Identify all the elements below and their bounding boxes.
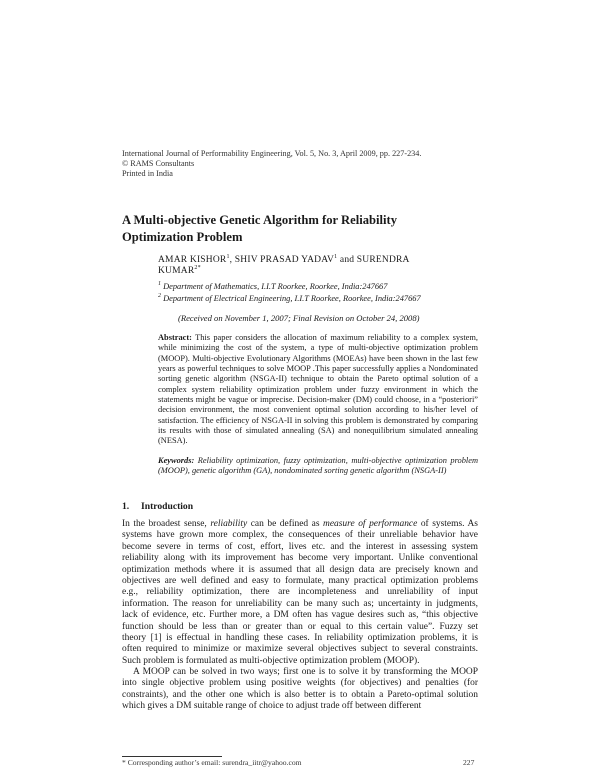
- intro-line-1: [122, 519, 478, 530]
- keywords-label: Keywords:: [158, 456, 195, 465]
- footnote-rule: [122, 756, 222, 757]
- intro-line: function should be less than or greater than or equal to this certain value”. Fuzzy set: [122, 621, 478, 632]
- section-heading: [122, 501, 193, 512]
- intro-p2-line: into single objective problem using positive weights (for objectives) and penalties (for: [122, 678, 478, 689]
- intro-line: theory [1] is effectual in handling these cases. In reliability optimization problems, it is: [122, 633, 478, 644]
- keywords: [158, 456, 478, 477]
- intro-p1-post: of systems. As: [417, 519, 478, 529]
- affiliation-2-number: 2: [158, 293, 161, 300]
- author-separator-2: and SURENDRA: [337, 255, 410, 265]
- intro-line: often required to minimize or maximize several objectives subject to several constraints.: [122, 644, 478, 655]
- affiliation-1-text: Department of Mathematics, I.I.T Roorkee, Roorkee, India:247667: [163, 282, 388, 291]
- intro-line: systems have grown more complex, the consequences of their unreliable behavior have: [122, 530, 478, 541]
- affiliation-2: [158, 293, 421, 305]
- author-sup-1: 1: [226, 253, 230, 260]
- author-line-2: [158, 265, 201, 277]
- paper-title: [122, 212, 397, 246]
- intro-paragraph-2: [122, 667, 478, 713]
- received-dates: (Received on November 1, 2007; Final Revision on October 24, 2008): [178, 313, 420, 323]
- intro-p1-reliability: reliability: [210, 519, 248, 529]
- affiliation-1-number: 1: [158, 281, 161, 288]
- intro-line: become severe in terms of cost, effort, lives etc. and the interest in assessing system: [122, 541, 478, 552]
- abstract-text: This paper considers the allocation of maximum reliability to a complex system, while minimizing the cost of the system, a type of multi-objective optimization problem (MOOP). Multi-objective Evolutionary Algorithms (MOEAs) have been shown in the last few years as powerful techniques to solve MOOP .This paper successfully applies a Nondominated sorting genetic algorithm (NSGA-II) technique to obtain the Pareto optimal solution of a complex system reliability optimization problem under fuzzy environment in which the statements might be vague or imprecise. Decision-maker (DM) could choose, in a “posteriori” decision environment, the most convenient optimal solution according to his/her level of satisfaction. The efficiency of NSGA-II in solving this problem is demonstrated by comparing its results with those of simulated annealing (SA) and nonequilibrium simulated annealing (NESA).: [158, 333, 478, 446]
- title-line-1: A Multi-objective Genetic Algorithm for Reliability: [122, 213, 398, 227]
- journal-citation: International Journal of Performability Engineering, Vol. 5, No. 3, April 2009, pp. 227-234.: [122, 149, 422, 158]
- intro-p2-line: A MOOP can be solved in two ways; first one is to solve it by transforming the MOOP: [133, 667, 478, 677]
- abstract-label: Abstract:: [158, 333, 192, 342]
- intro-p2-line-last: which gives a DM suitable range of choice to adjust trade off between different: [122, 701, 422, 712]
- intro-p1-mid: can be defined as: [247, 519, 324, 529]
- printed-line: Printed in India: [122, 169, 173, 178]
- author-sup-2: 1: [334, 253, 338, 260]
- intro-line: information. The reason for unreliability can be many such as; uncertainty in judgments,: [122, 598, 478, 609]
- section-title: Introduction: [141, 501, 194, 512]
- page-number: 227: [463, 758, 475, 767]
- affiliation-1: [158, 281, 387, 293]
- intro-line: optimization methods where it is assumed that all design data are precisely known and: [122, 564, 478, 575]
- intro-line-last: Such problem is formulated as multi-objective optimization problem (MOOP).: [122, 655, 420, 666]
- intro-p2-line: constraints), and the other one which is also better is to obtain a Pareto-optimal solution: [122, 689, 478, 700]
- author-kishor: AMAR KISHOR: [158, 255, 227, 265]
- keywords-text: Reliability optimization, fuzzy optimization, multi-objective optimization problem (MOOP), genetic algorithm (GA), nondominated sorting genetic algorithm (NSGA-II): [158, 456, 479, 476]
- footnote: * Corresponding author’s email: surendra_iitr@yahoo.com: [122, 758, 302, 767]
- intro-line: objectives are well defined and easy to formulate, many practical optimization problems: [122, 576, 478, 587]
- affiliation-2-text: Department of Electrical Engineering, I.I.T Roorkee, Roorkee, India:247667: [163, 294, 421, 303]
- author-kumar: KUMAR: [158, 266, 195, 276]
- copyright-line: © RAMS Consultants: [122, 159, 195, 168]
- title-line-2: Optimization Problem: [122, 230, 243, 244]
- abstract: [158, 333, 478, 447]
- intro-line: e.g., reliability optimization, there are incompleteness and unreliability of input: [122, 587, 478, 598]
- author-separator-1: , SHIV PRASAD YADAV: [229, 255, 335, 265]
- intro-p1-pre: In the broadest sense,: [122, 519, 211, 529]
- author-line-1: [158, 254, 478, 266]
- intro-line: lack of evidence, etc. Further more, a DM often has vague desires such as, “this objective: [122, 610, 478, 621]
- author-sup-3: 2*: [194, 264, 201, 271]
- intro-p1-measure: measure of performance: [323, 519, 418, 529]
- intro-paragraph-1: [122, 519, 478, 667]
- intro-line: reliability along with its improvement has become very important. Unlike conventional: [122, 553, 478, 564]
- section-number: 1.: [122, 501, 130, 512]
